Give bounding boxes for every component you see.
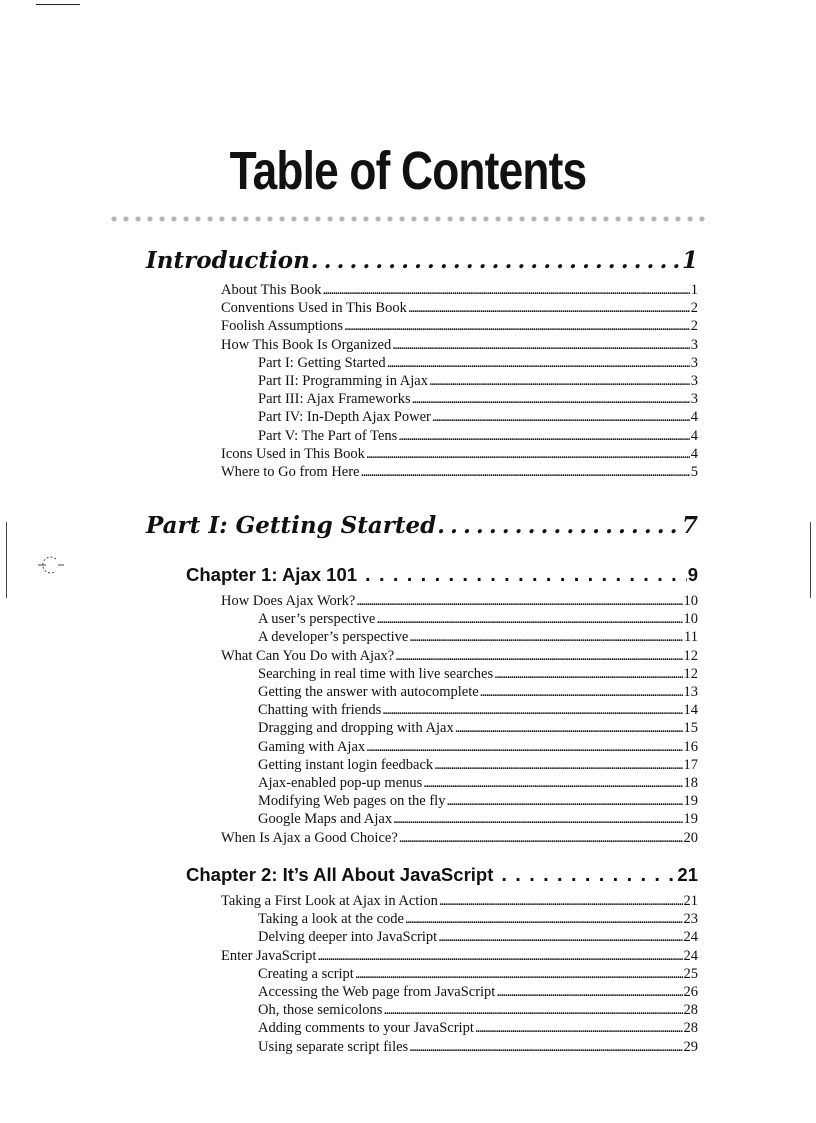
ornament-dot — [531, 216, 536, 221]
toc-intro-heading[interactable] — [146, 245, 698, 277]
toc-entry-page: 25 — [683, 965, 698, 982]
toc-entry-page: 3 — [690, 391, 698, 408]
ornament-dot — [183, 216, 188, 221]
dot-leader — [365, 562, 687, 588]
dot-leader — [366, 738, 682, 756]
toc-entry[interactable] — [258, 665, 698, 683]
ornament-dot — [543, 216, 548, 221]
toc-entry-page: 23 — [683, 911, 698, 928]
toc-entry[interactable] — [258, 628, 698, 646]
toc-entry-label: Adding comments to your JavaScript — [258, 1020, 474, 1037]
dot-leader — [344, 317, 690, 335]
dot-leader — [494, 665, 682, 683]
toc-entry[interactable] — [258, 1038, 698, 1056]
dot-leader — [480, 683, 683, 701]
toc-entry[interactable] — [258, 738, 698, 756]
dot-leader — [501, 862, 676, 888]
dotted-ornament-rule — [110, 214, 710, 224]
toc-entry-page: 5 — [690, 464, 698, 480]
dot-leader — [434, 756, 682, 774]
dot-leader — [387, 354, 690, 372]
toc-entry-page: 4 — [690, 409, 698, 426]
ornament-dot — [447, 216, 452, 221]
ornament-dot — [411, 216, 416, 221]
toc-entry[interactable] — [221, 592, 698, 610]
toc-entry-label: Part V: The Part of Tens — [258, 427, 398, 444]
toc-entry[interactable] — [258, 372, 698, 390]
ornament-dot — [591, 216, 596, 221]
toc-entry[interactable] — [221, 892, 698, 910]
toc-entry-label: Gaming with Ajax — [258, 738, 366, 755]
toc-entry-label: Foolish Assumptions — [221, 318, 344, 335]
dot-leader — [317, 947, 682, 965]
toc-entry[interactable] — [258, 610, 698, 628]
ornament-dot — [579, 216, 584, 221]
toc-part1-heading[interactable] — [146, 510, 698, 542]
toc-entry-page: 2 — [690, 318, 698, 335]
toc-entry-page: 10 — [683, 611, 698, 628]
ornament-dot — [219, 216, 224, 221]
ornament-dot — [651, 216, 656, 221]
dot-leader — [382, 701, 682, 719]
toc-entry-page: 4 — [690, 427, 698, 444]
toc-entry-label: A developer’s perspective — [258, 629, 409, 646]
margin-line-left — [6, 522, 7, 598]
toc-entry-label: How Does Ajax Work? — [221, 593, 356, 609]
toc-entry-page: 3 — [690, 336, 698, 353]
ornament-dot — [675, 216, 680, 221]
toc-heading-page: 7 — [681, 512, 698, 539]
toc-entry-page: 16 — [683, 738, 698, 755]
ornament-dot — [327, 216, 332, 221]
toc-entry-page: 24 — [683, 929, 698, 946]
dot-leader — [429, 372, 690, 390]
margin-line-right — [810, 522, 811, 598]
toc-entry-label: Icons Used in This Book — [221, 445, 365, 462]
toc-entry-page: 29 — [683, 1038, 698, 1055]
ornament-dot — [687, 216, 692, 221]
toc-heading-page: 1 — [681, 247, 698, 274]
toc-entry-label: Part IV: In-Depth Ajax Power — [258, 409, 431, 426]
toc-entry-label: Getting instant login feedback — [258, 756, 434, 773]
toc-entry-page: 20 — [683, 829, 698, 846]
toc-entry-page: 11 — [684, 629, 698, 646]
dot-leader — [399, 829, 683, 847]
dot-leader — [412, 390, 690, 408]
toc-entry-label: About This Book — [221, 282, 322, 298]
ornament-dot — [615, 216, 620, 221]
dot-leader — [355, 965, 683, 983]
toc-entry[interactable] — [258, 1019, 698, 1037]
ornament-dot — [627, 216, 632, 221]
toc-entry-label: Chatting with friends — [258, 702, 382, 719]
registration-mark-icon — [36, 553, 66, 577]
ornament-dot — [123, 216, 128, 221]
toc-entry[interactable] — [258, 910, 698, 928]
ornament-dot — [375, 216, 380, 221]
dot-leader — [409, 628, 683, 646]
dot-leader — [356, 592, 682, 610]
toc-entry-label: Getting the answer with autocomplete — [258, 684, 479, 700]
toc-entry[interactable] — [258, 983, 698, 1001]
toc-entry-label: Accessing the Web page from JavaScript — [258, 984, 496, 1000]
toc-entry-label: Delving deeper into JavaScript — [258, 929, 438, 946]
ornament-dot — [699, 216, 704, 221]
toc-entry[interactable] — [258, 1001, 698, 1019]
dot-leader — [423, 774, 682, 792]
toc-entry-label: Where to Go from Here — [221, 464, 360, 480]
toc-entry[interactable] — [221, 647, 698, 665]
ornament-dot — [171, 216, 176, 221]
dot-leader — [398, 427, 689, 445]
toc-entry[interactable] — [221, 299, 698, 317]
toc-entry-page: 1 — [690, 282, 698, 298]
dot-leader — [409, 1038, 682, 1056]
toc-entry-page: 13 — [683, 684, 698, 700]
dot-leader — [437, 510, 681, 542]
dot-leader — [439, 892, 683, 910]
dot-leader — [361, 463, 690, 481]
dot-leader — [446, 792, 682, 810]
toc-entry-label: Part II: Programming in Ajax — [258, 373, 428, 389]
toc-entry-page: 21 — [683, 893, 698, 909]
toc-entry[interactable] — [221, 463, 698, 481]
toc-entry-page: 19 — [683, 811, 698, 828]
ornament-dot — [603, 216, 608, 221]
toc-entry-label: Searching in real time with live searches — [258, 665, 494, 682]
ornament-dot — [279, 216, 284, 221]
toc-entry[interactable] — [221, 947, 698, 965]
toc-entry[interactable] — [221, 281, 698, 299]
toc-entry-page: 3 — [690, 373, 698, 389]
toc-chapter-label: Chapter 1: Ajax 101 — [186, 564, 358, 585]
ornament-dot — [567, 216, 572, 221]
toc-entry-page: 4 — [690, 445, 698, 462]
ornament-dot — [339, 216, 344, 221]
ornament-dot — [351, 216, 356, 221]
toc-chapter-label: Chapter 2: It’s All About JavaScript — [186, 864, 494, 885]
ornament-dot — [387, 216, 392, 221]
ornament-dot — [495, 216, 500, 221]
toc-entry-label: Part I: Getting Started — [258, 354, 386, 371]
ornament-dot — [459, 216, 464, 221]
ornament-dot — [159, 216, 164, 221]
ornament-dot — [231, 216, 236, 221]
toc-entry[interactable] — [258, 719, 698, 737]
toc-chapter1-heading[interactable] — [186, 562, 698, 588]
dot-leader — [395, 647, 682, 665]
ornament-dot — [507, 216, 512, 221]
toc-entry-page: 17 — [683, 756, 698, 773]
toc-entry-label: Enter JavaScript — [221, 947, 317, 964]
toc-entry-page: 18 — [683, 775, 698, 791]
ornament-dot — [555, 216, 560, 221]
toc-entry[interactable] — [221, 829, 698, 847]
ornament-dot — [147, 216, 152, 221]
ornament-dot — [399, 216, 404, 221]
toc-entry[interactable] — [258, 390, 698, 408]
toc-entry-label: A user’s perspective — [258, 611, 376, 628]
toc-entry-page: 28 — [683, 1002, 698, 1019]
toc-entry[interactable] — [258, 928, 698, 946]
toc-entry-label: Dragging and dropping with Ajax — [258, 720, 454, 737]
toc-chapter-page: 21 — [677, 864, 698, 885]
toc-entry[interactable] — [221, 317, 698, 335]
dot-leader — [392, 336, 690, 354]
toc-entry-label: Conventions Used in This Book — [221, 300, 407, 317]
ornament-dot — [303, 216, 308, 221]
toc-entry-label: Part III: Ajax Frameworks — [258, 391, 411, 408]
dot-leader — [432, 408, 690, 426]
dot-leader — [405, 910, 683, 928]
ornament-dot — [135, 216, 140, 221]
toc-entry-page: 10 — [683, 593, 698, 609]
ornament-dot — [291, 216, 296, 221]
toc-entry-page: 28 — [683, 1020, 698, 1037]
toc-entry-page: 26 — [683, 984, 698, 1000]
dot-leader — [383, 1001, 682, 1019]
toc-entry-label: Using separate script files — [258, 1038, 409, 1055]
toc-entry[interactable] — [258, 965, 698, 983]
toc-entry-page: 3 — [690, 354, 698, 371]
ornament-dot — [243, 216, 248, 221]
toc-entry[interactable] — [258, 774, 698, 792]
ornament-dot — [111, 216, 116, 221]
toc-entry-page: 19 — [683, 793, 698, 810]
toc-entry-label: Oh, those semicolons — [258, 1002, 383, 1019]
toc-entry[interactable] — [258, 756, 698, 774]
dot-leader — [366, 445, 690, 463]
toc-entry[interactable] — [258, 683, 698, 701]
toc-entry-label: Ajax-enabled pop-up menus — [258, 775, 423, 791]
ornament-dot — [483, 216, 488, 221]
toc-heading-label: Part I: Getting Started — [146, 512, 437, 539]
ornament-dot — [207, 216, 212, 221]
dot-leader — [393, 810, 682, 828]
dot-leader — [376, 610, 682, 628]
toc-entry[interactable] — [258, 810, 698, 828]
toc-entry-label: Taking a First Look at Ajax in Action — [221, 893, 438, 909]
toc-chapter2-heading[interactable] — [186, 862, 698, 888]
crop-mark-top — [36, 4, 80, 5]
toc-entry[interactable] — [258, 354, 698, 372]
toc-entry-label: Taking a look at the code — [258, 911, 404, 928]
dot-leader — [475, 1019, 683, 1037]
toc-entry[interactable] — [258, 701, 698, 719]
toc-entry-page: 14 — [683, 702, 698, 719]
ornament-dot — [315, 216, 320, 221]
dot-leader — [455, 719, 683, 737]
page-title: Table of Contents — [229, 141, 587, 201]
dot-leader — [408, 299, 690, 317]
ornament-dot — [363, 216, 368, 221]
ornament-dot — [471, 216, 476, 221]
dot-leader — [311, 245, 681, 277]
toc-entry-label: When Is Ajax a Good Choice? — [221, 829, 398, 846]
toc-entry-label: How This Book Is Organized — [221, 336, 392, 353]
toc-entry-page: 24 — [683, 947, 698, 964]
toc-entry-label: What Can You Do with Ajax? — [221, 647, 395, 664]
toc-entry-label: Creating a script — [258, 965, 354, 982]
ornament-dot — [423, 216, 428, 221]
toc-entry-label: Modifying Web pages on the fly — [258, 793, 446, 810]
dot-leader — [496, 983, 682, 1001]
toc-entry[interactable] — [258, 792, 698, 810]
toc-entry-label: Google Maps and Ajax — [258, 811, 393, 828]
toc-entry-page: 12 — [683, 647, 698, 664]
ornament-dot — [663, 216, 668, 221]
toc-entry[interactable] — [258, 408, 698, 426]
toc-chapter-page: 9 — [687, 564, 698, 585]
ornament-dot — [639, 216, 644, 221]
toc-heading-label: Introduction — [146, 247, 310, 274]
dot-leader — [438, 928, 682, 946]
toc-entry-page: 12 — [683, 665, 698, 682]
dot-leader — [322, 281, 689, 299]
toc-entry[interactable] — [258, 427, 698, 445]
ornament-dot — [519, 216, 524, 221]
ornament-dot — [267, 216, 272, 221]
toc-entry-page: 15 — [683, 720, 698, 737]
ornament-dot — [195, 216, 200, 221]
ornament-dot — [255, 216, 260, 221]
toc-entry-page: 2 — [690, 300, 698, 317]
ornament-dot — [435, 216, 440, 221]
toc-entry[interactable] — [221, 445, 698, 463]
toc-entry[interactable] — [221, 336, 698, 354]
